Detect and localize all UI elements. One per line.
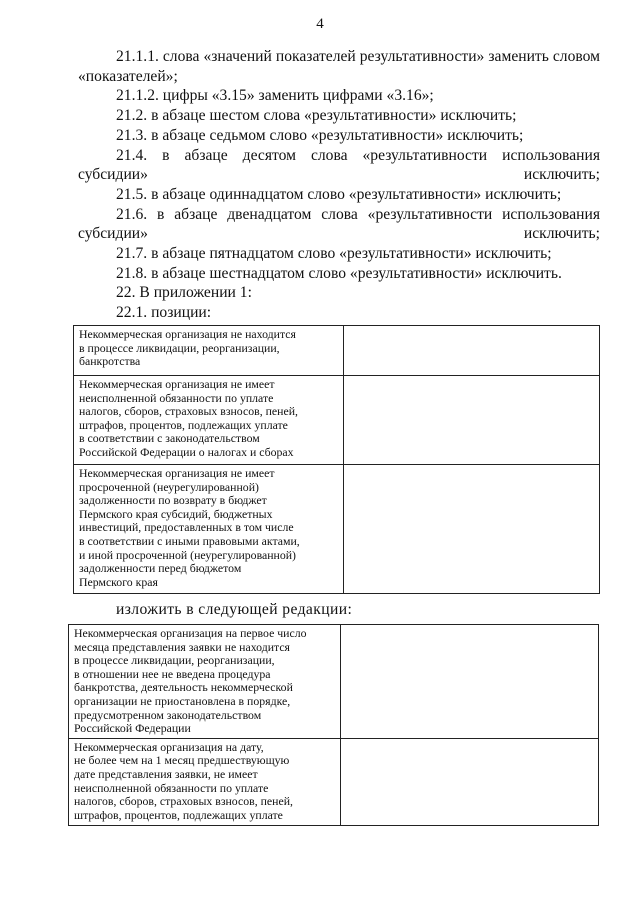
cell-line: в процессе ликвидации, реорганизации, — [74, 653, 275, 668]
positions-table-new — [68, 624, 599, 826]
paragraph-21-3: 21.3. в абзаце седьмом слово «результативности» исключить; — [116, 126, 524, 144]
cell-line: Пермского края субсидий, бюджетных — [79, 506, 273, 521]
cell-line: в отношении нее не введена процедура — [74, 666, 271, 681]
table-row — [69, 625, 599, 739]
value-cell — [341, 738, 599, 825]
table-row — [74, 465, 600, 594]
document-body — [78, 47, 600, 323]
cell-line: и иной просроченной (неурегулированной) — [79, 547, 296, 562]
cell-line: предусмотренном законодательством — [74, 707, 262, 722]
cell-line: неисполненной обязанности по уплате — [74, 780, 269, 795]
cell-line: инвестиций, предоставленных в том числе — [79, 520, 294, 535]
cell-line: дате представления заявки, не имеет — [74, 766, 258, 781]
cell-line: Российской Федерации о налогах и сборах — [79, 444, 294, 459]
criterion-cell — [69, 625, 341, 739]
cell-line: задолженности по возврату в бюджет — [79, 493, 267, 508]
page-number: 4 — [316, 16, 324, 32]
cell-line: организации не приостановлена в порядке, — [74, 693, 291, 708]
paragraph-21-7: 21.7. в абзаце пятнадцатом слово «результативности» исключить; — [116, 245, 552, 263]
paragraph-21-1-2: 21.1.2. цифры «3.15» заменить цифрами «3.16»; — [116, 87, 434, 105]
new-wording-intro: изложить в следующей редакции: — [116, 601, 353, 618]
cell-line: банкротства — [79, 354, 141, 369]
cell-line: штрафов, процентов, подлежащих уплате — [79, 417, 288, 432]
paragraph-21-6: 21.6. в абзаце двенадцатом слова «результативности использования субсидии» исключить; — [78, 205, 600, 243]
cell-line: не более чем на 1 месяц предшествующую — [74, 753, 290, 768]
cell-line: Пермского края — [79, 574, 158, 589]
cell-line: Некоммерческая организация не имеет — [79, 377, 275, 391]
paragraph-21-4: 21.4. в абзаце десятом слова «результативности использования субсидии» исключить; — [78, 146, 600, 184]
cell-line: Российской Федерации — [74, 721, 191, 736]
cell-line: банкротства, деятельность некоммерческой — [74, 680, 293, 695]
value-cell — [344, 376, 600, 465]
cell-line: в соответствии с иными правовыми актами, — [79, 533, 300, 548]
paragraph-22: 22. В приложении 1: — [116, 284, 252, 302]
cell-line: просроченной (неурегулированной) — [79, 479, 259, 494]
criterion-cell — [74, 326, 344, 376]
cell-line: штрафов, процентов, подлежащих уплате — [74, 807, 283, 822]
cell-line: в соответствии с законодательством — [79, 431, 260, 446]
table-row — [74, 326, 600, 376]
cell-line: в процессе ликвидации, реорганизации, — [79, 340, 280, 355]
paragraph-22-1: 22.1. позиции: — [116, 304, 212, 322]
cell-line: неисполненной обязанности по уплате — [79, 390, 274, 405]
cell-line: налогов, сборов, страховых взносов, пеней, — [79, 404, 298, 419]
criterion-cell — [69, 738, 341, 825]
cell-line: Некоммерческая организация не находится — [79, 327, 296, 341]
paragraph-21-2: 21.2. в абзаце шестом слова «результативности» исключить; — [116, 107, 517, 125]
criterion-cell — [74, 376, 344, 465]
paragraph-21-5: 21.5. в абзаце одиннадцатом слово «результативности» исключить; — [116, 185, 562, 203]
value-cell — [341, 625, 599, 739]
cell-line: налогов, сборов, страховых взносов, пеней, — [74, 794, 293, 809]
value-cell — [344, 326, 600, 376]
cell-line: месяца представления заявки не находится — [74, 639, 290, 654]
cell-line: Некоммерческая организация не имеет — [79, 466, 275, 480]
cell-line: Некоммерческая организация на первое число — [74, 626, 307, 640]
paragraph-21-8: 21.8. в абзаце шестнадцатом слово «результативности» исключить. — [116, 264, 562, 282]
cell-line: Некоммерческая организация на дату, — [74, 739, 264, 754]
paragraph-21-1-1: 21.1.1. слова «значений показателей результативности» заменить словом «показателей»; — [78, 48, 600, 85]
value-cell — [344, 465, 600, 594]
table-row — [69, 738, 599, 825]
cell-line: задолженности перед бюджетом — [79, 561, 242, 576]
table-row — [74, 376, 600, 465]
positions-table-old — [73, 325, 600, 594]
criterion-cell — [74, 465, 344, 594]
